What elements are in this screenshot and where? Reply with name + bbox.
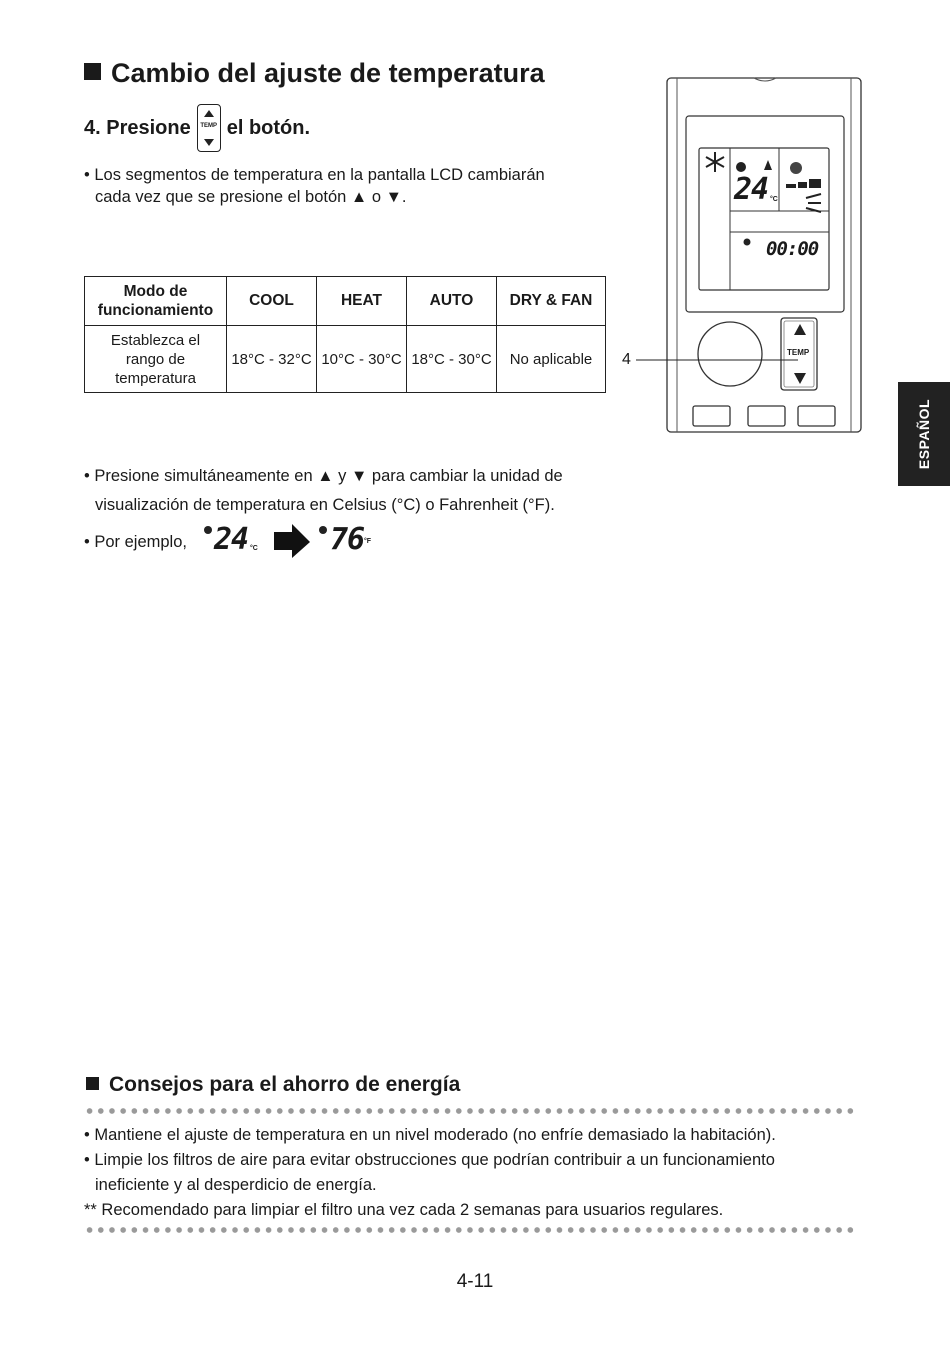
table-header-cell: Modo de funcionamiento [85,277,227,326]
example-from-unit: °C [250,545,258,552]
bullet-line: cada vez que se presione el botón ▲ o ▼. [95,188,407,206]
bullet-line: ineficiente y al desperdicio de energía. [95,1176,377,1194]
step-prefix: 4. Presione [84,116,191,139]
dotted-divider [84,1107,856,1115]
energy-tips [84,1123,776,1223]
temp-button-icon [197,104,221,152]
bullet-line: • Limpie los filtros de aire para evitar obstrucciones que podrían contribuir a un funcionamiento [84,1151,775,1169]
mode-temperature-table [84,276,606,393]
table-row-label: Establezca el rango de temperatura [85,326,227,393]
section-title-energy [86,1073,460,1097]
page-number: 4-11 [456,1271,494,1292]
example-conversion [202,522,377,560]
table-header-cell: AUTO [407,277,497,326]
bullet-unit-change [84,462,563,520]
callout-number: 4 [622,351,631,368]
bullet-line: • Mantiene el ajuste de temperatura en un nivel moderado (no enfríe demasiado la habitación). [84,1126,776,1144]
bullet-line: • Los segmentos de temperatura en la pantalla LCD cambiarán [84,166,545,184]
bullet-lcd-segments [84,164,545,208]
table-cell: 18°C - 32°C [227,326,317,393]
table-cell: 10°C - 30°C [317,326,407,393]
step-suffix: el botón. [226,116,311,139]
section-title-temperature [84,58,545,89]
bullet-line: • Presione simultáneamente en ▲ y ▼ para cambiar la unidad de [84,467,563,485]
remote-display-unit: °C [770,196,778,203]
table-header-row [85,277,606,326]
language-tab-label: ESPAÑOL [916,398,932,470]
language-tab [898,382,950,486]
temp-button-icon-label: TEMP [200,123,218,129]
example-label: • Por ejemplo, [84,533,187,551]
table-header-cell: DRY & FAN [497,277,606,326]
example-from-value: 24 [214,522,249,557]
table-header-cell: COOL [227,277,317,326]
table-cell: 18°C - 30°C [407,326,497,393]
square-bullet-icon [84,63,101,80]
remote-control-illustration [616,72,866,436]
section-title-text: Cambio del ajuste de temperatura [111,58,545,88]
dotted-divider [84,1226,856,1234]
remote-display-temperature: 24 [734,172,769,207]
square-bullet-icon [86,1077,99,1090]
arrow-right-icon [274,524,310,558]
remote-temp-label: TEMP [787,348,810,357]
table-row [85,326,606,393]
section-title-text: Consejos para el ahorro de energía [109,1073,461,1096]
remote-display-time: 00:00 [766,238,819,260]
example-to-unit: °F [364,538,372,545]
bullet-line: visualización de temperatura en Celsius (°C) o Fahrenheit (°F). [95,496,555,514]
table-header-cell: HEAT [317,277,407,326]
step-4-instruction [84,104,310,152]
example-to-value: 76 [330,522,365,557]
table-cell: No aplicable [497,326,606,393]
note-line: ** Recomendado para limpiar el filtro una vez cada 2 semanas para usuarios regulares. [84,1201,724,1219]
